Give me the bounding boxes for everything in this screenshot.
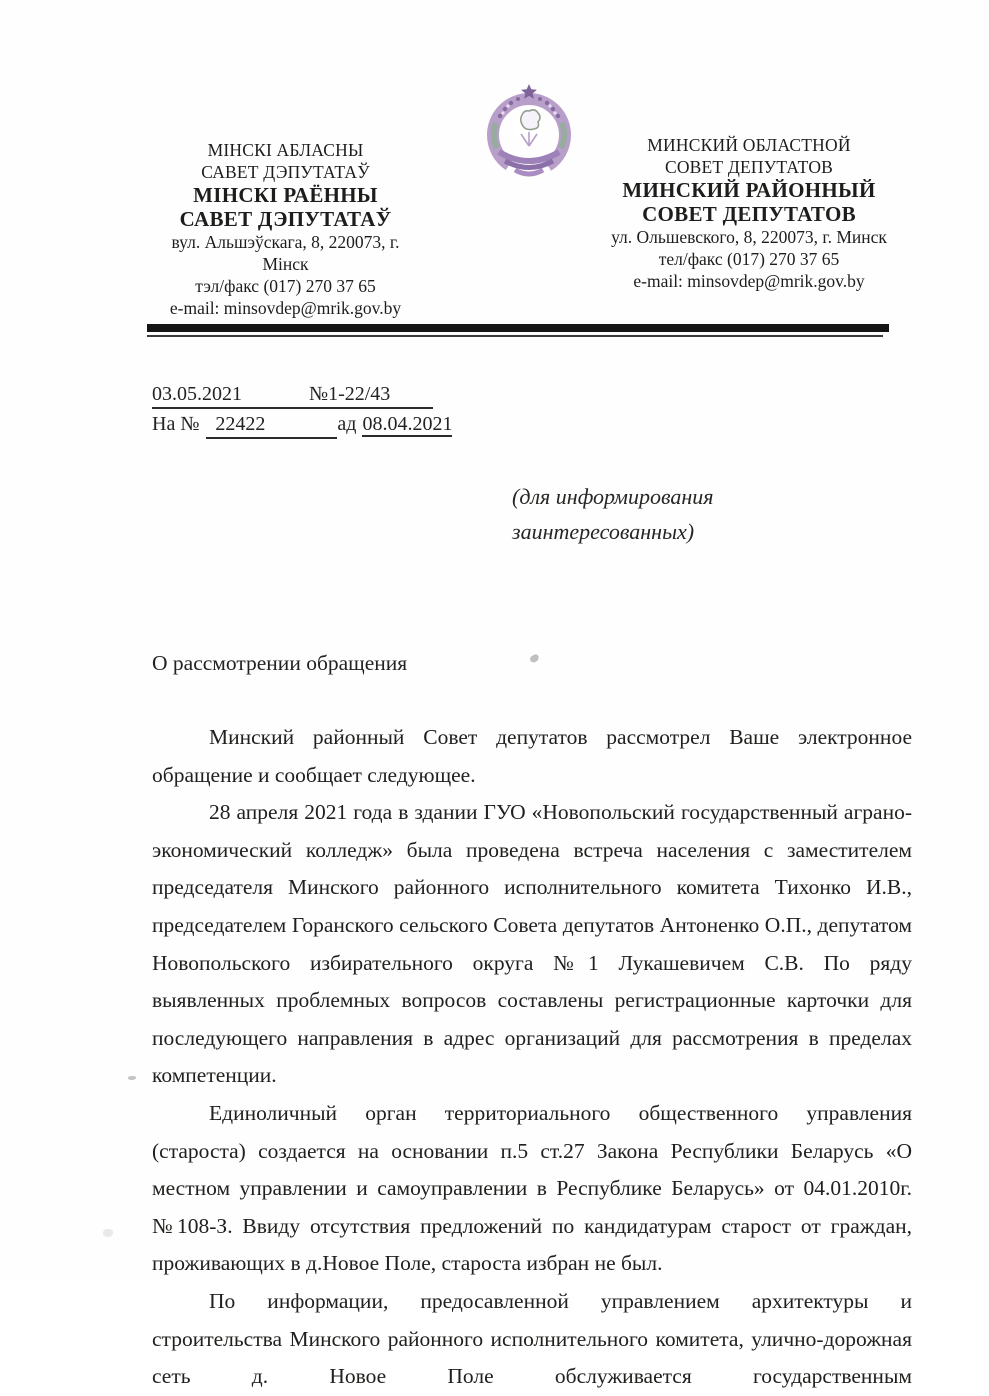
org-address-line1: вул. Альшэўскага, 8, 220073, г. bbox=[171, 232, 400, 252]
letter-body bbox=[152, 719, 912, 1396]
reference-block bbox=[152, 382, 452, 442]
incoming-number: 22422 bbox=[206, 412, 337, 439]
org-phone: тэл/факс (017) 270 37 65 bbox=[195, 276, 376, 296]
addressee-note: (для информирования заинтересованных) bbox=[512, 484, 714, 544]
scan-artifact bbox=[103, 1229, 113, 1237]
subject-line: О рассмотрении обращения bbox=[152, 651, 408, 675]
letterhead-divider bbox=[147, 324, 889, 337]
org-name-oblast-line1: МИНСКИЙ ОБЛАСТНОЙ bbox=[647, 135, 851, 155]
org-name-rayon-line2: САВЕТ ДЭПУТАТАЎ bbox=[179, 207, 392, 231]
org-email: e-mail: minsovdep@mrik.gov.by bbox=[633, 271, 865, 291]
incoming-date: 08.04.2021 bbox=[362, 413, 453, 435]
body-paragraph-2: 28 апреля 2021 года в здании ГУО «Новопольский государственный аграно-экономический колледж» была проведена встреча населения с заместителем председателя Минского районного исполнительного комитета Тихонко И.В., председателем Горанского сельского Совета депутатов Антоненко О.П., депутатом Новопольского избирательного округа №1 Лукашевичем С.В. По ряду выявленных проблемных вопросов составлены регистрационные карточки для последующего направления в адрес организаций для рассмотрения в пределах компетенции. bbox=[152, 800, 912, 1088]
divider-thin-line bbox=[147, 335, 883, 337]
org-name-rayon-line1: МИНСКИЙ РАЙОННЫЙ bbox=[622, 178, 876, 202]
letterhead-belarusian bbox=[138, 139, 433, 319]
incoming-reference-row bbox=[152, 412, 452, 439]
org-name-oblast-line1: МІНСКІ АБЛАСНЫ bbox=[207, 140, 364, 160]
outgoing-reference-row bbox=[152, 382, 452, 409]
org-name-oblast-line2: САВЕТ ДЭПУТАТАЎ bbox=[201, 162, 370, 182]
incoming-prefix: На № bbox=[152, 413, 200, 435]
body-paragraph-4: По информации, предосавленной управлением архитектуры и строительства Минского районного исполнительного комитета, улично-дорожная сеть д. Новое Поле обслуживается государственным bbox=[152, 1288, 912, 1389]
body-paragraph-3: Единоличный орган территориального общественного управления (староста) создается на основании п.5 ст.27 Закона Республики Беларусь «О местном управлении и самоуправлении в Республике Беларусь» от 04.01.2010г. №108-З. Ввиду отсутствия предложений по кандидатурам старост от граждан, проживающих в д.Новое Поле, староста избран не был. bbox=[152, 1100, 912, 1276]
scan-artifact bbox=[128, 1076, 136, 1080]
org-name-rayon-line1: МІНСКІ РАЁННЫ bbox=[193, 183, 378, 207]
org-phone: тел/факс (017) 270 37 65 bbox=[658, 249, 840, 269]
outgoing-number: №1-22/43 bbox=[309, 382, 433, 409]
outgoing-date: 03.05.2021 bbox=[152, 382, 309, 409]
org-address: ул. Ольшевского, 8, 220073, г. Минск bbox=[611, 227, 887, 247]
body-paragraph-1: Минский районный Совет депутатов рассмотрел Ваше электронное обращение и сообщает следующее. bbox=[152, 725, 912, 787]
incoming-mid-word: ад bbox=[337, 413, 357, 435]
divider-thick-line bbox=[147, 324, 889, 332]
org-name-rayon-line2: СОВЕТ ДЕПУТАТОВ bbox=[642, 202, 856, 226]
org-email: e-mail: minsovdep@mrik.gov.by bbox=[169, 298, 402, 318]
org-address-line2: Мінск bbox=[262, 254, 309, 274]
org-name-oblast-line2: СОВЕТ ДЕПУТАТОВ bbox=[664, 157, 834, 177]
scan-artifact bbox=[529, 653, 540, 663]
letterhead-russian bbox=[553, 134, 945, 292]
